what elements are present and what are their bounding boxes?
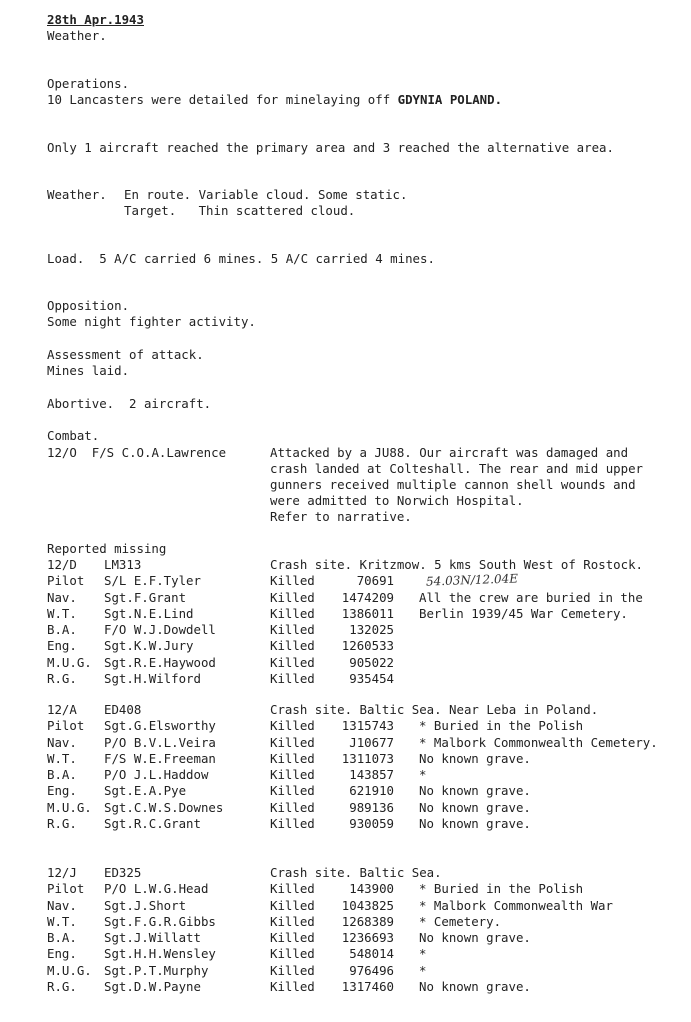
crew-name: Sgt.G.Elsworthy xyxy=(104,718,216,734)
burial-note: * Cemetery. xyxy=(419,913,502,929)
crew-status: Killed xyxy=(270,799,315,815)
crew-status: Killed xyxy=(270,767,315,783)
service-number: 976496 xyxy=(349,962,394,978)
weather-section xyxy=(47,187,407,219)
crew-status: Killed xyxy=(270,718,315,734)
crew-role: M.U.G. xyxy=(47,962,92,978)
combat-ref: Refer to narrative. xyxy=(270,509,412,524)
crew-name: Sgt.J.Short xyxy=(104,897,187,913)
service-number: 548014 xyxy=(349,946,394,962)
load-text: Load. 5 A/C carried 6 mines. 5 A/C carried 4 mines. xyxy=(47,251,435,266)
crew-status: Killed xyxy=(270,671,315,687)
assessment-text: Mines laid. xyxy=(47,363,130,378)
crew-name: Sgt.E.A.Pye xyxy=(104,783,187,799)
crew-group xyxy=(47,865,677,995)
group-header xyxy=(47,865,677,881)
crew-status: Killed xyxy=(270,734,315,750)
group-header xyxy=(47,702,677,718)
crew-group xyxy=(47,557,677,687)
service-number: 989136 xyxy=(349,799,394,815)
service-number: 935454 xyxy=(349,671,394,687)
crew-row xyxy=(47,800,677,816)
crew-row xyxy=(47,979,677,995)
group-code: 12/D xyxy=(47,557,77,572)
combat-crew-row xyxy=(47,445,226,461)
crew-row xyxy=(47,767,677,783)
crew-row xyxy=(47,751,677,767)
crew-status: Killed xyxy=(270,589,315,605)
crew-name: P/O L.W.G.Head xyxy=(104,881,209,897)
service-number: 1043825 xyxy=(341,897,394,913)
crew-row xyxy=(47,573,677,589)
crew-role: M.U.G. xyxy=(47,799,92,815)
missing-label: Reported missing xyxy=(47,541,167,556)
crew-name: Sgt.J.Willatt xyxy=(104,930,201,946)
record-date: 28th Apr.1943 xyxy=(47,12,144,27)
crew-status: Killed xyxy=(270,573,315,589)
combat-text: Attacked by a JU88. Our aircraft was damaged and crash landed at Colteshall. The rear and mid upper gunners received multiple cannon shell wounds and were admitted to Norwich Hospital. xyxy=(270,445,643,508)
crew-name: Sgt.C.W.S.Downes xyxy=(104,799,224,815)
combat-code: 12/O xyxy=(47,445,77,460)
crew-role: R.G. xyxy=(47,979,77,995)
weather-en-route: En route. Variable cloud. Some static. xyxy=(124,187,408,202)
crew-row xyxy=(47,816,677,832)
crew-name: Sgt.F.G.R.Gibbs xyxy=(104,913,216,929)
group-code: 12/J xyxy=(47,865,77,880)
crew-role: Nav. xyxy=(47,897,77,913)
crew-row xyxy=(47,590,677,606)
crew-role: Pilot xyxy=(47,881,85,897)
crew-row xyxy=(47,638,677,654)
crew-status: Killed xyxy=(270,962,315,978)
crew-group xyxy=(47,702,677,832)
crew-status: Killed xyxy=(270,897,315,913)
crew-role: Eng. xyxy=(47,638,77,654)
aircraft-serial: ED408 xyxy=(104,702,142,717)
crew-role: Eng. xyxy=(47,783,77,799)
header xyxy=(47,12,144,44)
service-number: 621910 xyxy=(349,783,394,799)
crew-status: Killed xyxy=(270,638,315,654)
crew-role: W.T. xyxy=(47,605,77,621)
service-number: 1386011 xyxy=(341,605,394,621)
group-header xyxy=(47,557,677,573)
burial-note: Berlin 1939/45 War Cemetery. xyxy=(419,605,628,621)
opposition-label: Opposition. xyxy=(47,298,130,313)
weather-label: Weather. xyxy=(47,187,107,202)
combat-label: Combat. xyxy=(47,428,100,443)
crew-role: Nav. xyxy=(47,734,77,750)
crew-row xyxy=(47,718,677,734)
service-number: 70691 xyxy=(356,573,394,589)
service-number: 1315743 xyxy=(341,718,394,734)
operations-section xyxy=(47,76,502,108)
weather-target: Target. Thin scattered cloud. xyxy=(124,203,356,218)
crew-status: Killed xyxy=(270,622,315,638)
burial-note: * xyxy=(419,767,427,783)
burial-note: No known grave. xyxy=(419,783,531,799)
crew-name: Sgt.K.W.Jury xyxy=(104,638,194,654)
weather-heading: Weather. xyxy=(47,28,107,43)
service-number: 1317460 xyxy=(341,979,394,995)
crew-name: P/O B.V.L.Veira xyxy=(104,734,216,750)
handwritten-coordinates: 54.03N/12.04E xyxy=(425,571,519,589)
crash-site: Crash site. Baltic Sea. Near Leba in Poland. xyxy=(270,702,599,717)
crew-status: Killed xyxy=(270,930,315,946)
crash-site: Crash site. Baltic Sea. xyxy=(270,865,442,880)
crew-row xyxy=(47,671,677,687)
crew-status: Killed xyxy=(270,750,315,766)
service-number: 1268389 xyxy=(341,913,394,929)
crew-role: W.T. xyxy=(47,913,77,929)
crew-role: Pilot xyxy=(47,573,85,589)
service-number: 1311073 xyxy=(341,750,394,766)
burial-note: * xyxy=(419,962,427,978)
burial-note: No known grave. xyxy=(419,930,531,946)
crew-status: Killed xyxy=(270,816,315,832)
assessment-section xyxy=(47,347,204,379)
crew-status: Killed xyxy=(270,654,315,670)
crew-role: Nav. xyxy=(47,589,77,605)
group-code: 12/A xyxy=(47,702,77,717)
crew-role: Eng. xyxy=(47,946,77,962)
burial-note: * Malbork Commonwealth War xyxy=(419,897,613,913)
crew-row xyxy=(47,622,677,638)
crew-row xyxy=(47,783,677,799)
crew-role: R.G. xyxy=(47,816,77,832)
crew-row xyxy=(47,881,677,897)
crew-row xyxy=(47,946,677,962)
combat-description xyxy=(270,445,670,525)
service-number: 132025 xyxy=(349,622,394,638)
service-number: 1260533 xyxy=(341,638,394,654)
crew-row xyxy=(47,606,677,622)
operations-text: 10 Lancasters were detailed for minelaying off xyxy=(47,92,398,107)
burial-note: All the crew are buried in the xyxy=(419,589,643,605)
crew-role: B.A. xyxy=(47,930,77,946)
burial-note: * xyxy=(419,946,427,962)
crew-row xyxy=(47,735,677,751)
crash-site: Crash site. Kritzmow. 5 kms South West of Rostock. xyxy=(270,557,643,572)
crew-row xyxy=(47,914,677,930)
service-number: 1474209 xyxy=(341,589,394,605)
abortive-text: Abortive. 2 aircraft. xyxy=(47,396,212,411)
crew-role: R.G. xyxy=(47,671,77,687)
burial-note: * Buried in the Polish xyxy=(419,881,584,897)
crew-name: Sgt.R.C.Grant xyxy=(104,816,201,832)
crew-status: Killed xyxy=(270,783,315,799)
operations-place: GDYNIA POLAND. xyxy=(397,92,503,107)
assessment-label: Assessment of attack. xyxy=(47,347,204,362)
combat-crew: F/S C.O.A.Lawrence xyxy=(91,445,227,460)
burial-note: * Malbork Commonwealth Cemetery. xyxy=(419,734,658,750)
crew-name: Sgt.N.E.Lind xyxy=(104,605,194,621)
crew-role: B.A. xyxy=(47,622,77,638)
crew-name: F/S W.E.Freeman xyxy=(104,750,216,766)
crew-role: M.U.G. xyxy=(47,654,92,670)
crew-name: P/O J.L.Haddow xyxy=(104,767,209,783)
service-number: 1236693 xyxy=(341,930,394,946)
crew-row xyxy=(47,655,677,671)
crew-name: Sgt.P.T.Murphy xyxy=(104,962,209,978)
reach-text: Only 1 aircraft reached the primary area and 3 reached the alternative area. xyxy=(47,140,614,155)
crew-name: Sgt.H.H.Wensley xyxy=(104,946,216,962)
crew-role: W.T. xyxy=(47,750,77,766)
burial-note: No known grave. xyxy=(419,750,531,766)
burial-note: No known grave. xyxy=(419,799,531,815)
service-number: 143900 xyxy=(349,881,394,897)
crew-name: S/L E.F.Tyler xyxy=(104,573,201,589)
crew-status: Killed xyxy=(270,881,315,897)
burial-note: No known grave. xyxy=(419,816,531,832)
aircraft-serial: ED325 xyxy=(104,865,142,880)
crew-status: Killed xyxy=(270,979,315,995)
opposition-text: Some night fighter activity. xyxy=(47,314,256,329)
crew-status: Killed xyxy=(270,605,315,621)
crew-row xyxy=(47,930,677,946)
aircraft-serial: LM313 xyxy=(104,557,142,572)
operations-label: Operations. xyxy=(47,76,130,91)
burial-note: No known grave. xyxy=(419,979,531,995)
crew-row xyxy=(47,963,677,979)
crew-role: B.A. xyxy=(47,767,77,783)
crew-name: F/O W.J.Dowdell xyxy=(104,622,216,638)
crew-name: Sgt.D.W.Payne xyxy=(104,979,201,995)
service-number: 930059 xyxy=(349,816,394,832)
crew-name: Sgt.H.Wilford xyxy=(104,671,201,687)
crew-name: Sgt.R.E.Haywood xyxy=(104,654,216,670)
service-number: 905022 xyxy=(349,654,394,670)
crew-status: Killed xyxy=(270,913,315,929)
service-number: J10677 xyxy=(349,734,394,750)
service-number: 143857 xyxy=(349,767,394,783)
crew-role: Pilot xyxy=(47,718,85,734)
opposition-section xyxy=(47,298,256,330)
crew-status: Killed xyxy=(270,946,315,962)
burial-note: * Buried in the Polish xyxy=(419,718,584,734)
crew-name: Sgt.F.Grant xyxy=(104,589,187,605)
crew-row xyxy=(47,898,677,914)
